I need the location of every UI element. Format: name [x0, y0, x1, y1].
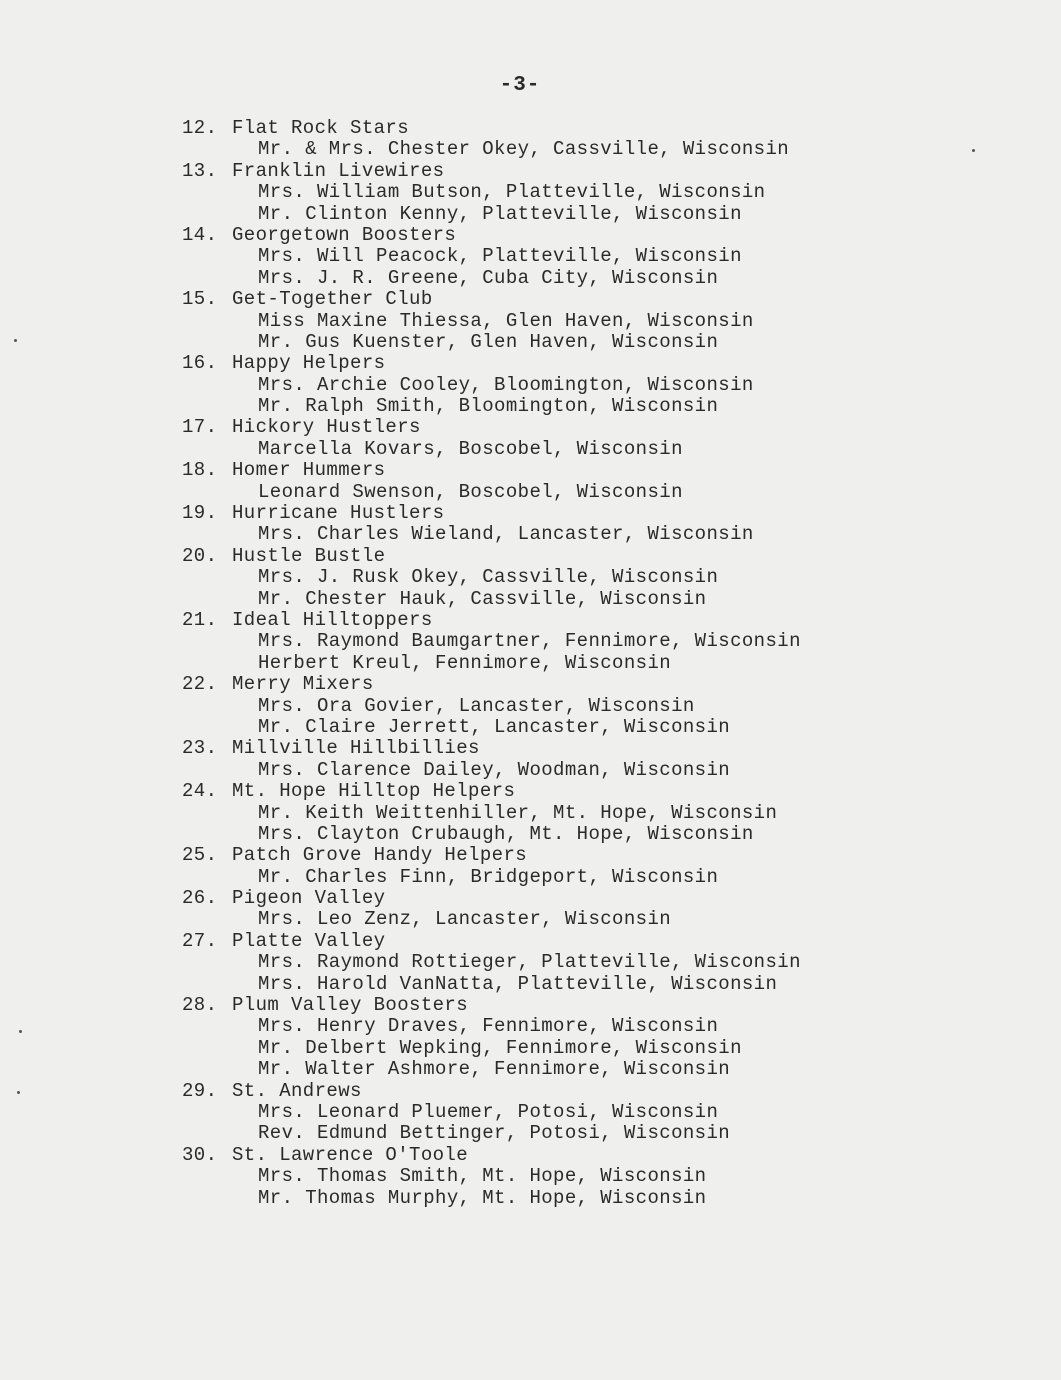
club-number: 29. [182, 1079, 218, 1102]
club-member: Mrs. Clayton Crubaugh, Mt. Hope, Wisconsin [258, 822, 754, 845]
club-entry [182, 289, 882, 353]
club-number: 18. [182, 459, 218, 482]
paper-speck [14, 339, 17, 342]
club-name: Georgetown Boosters [232, 223, 457, 246]
club-entry [182, 931, 882, 995]
club-list [182, 118, 882, 1209]
club-heading [182, 417, 882, 438]
club-entry [182, 118, 882, 161]
club-heading [182, 460, 882, 481]
club-name: Franklin Livewires [232, 159, 445, 182]
club-member: Mr. Thomas Murphy, Mt. Hope, Wisconsin [258, 1186, 707, 1209]
club-entry [182, 738, 882, 781]
paper-speck [17, 1091, 20, 1094]
club-heading [182, 546, 882, 567]
club-member: Leonard Swenson, Boscobel, Wisconsin [258, 480, 683, 503]
club-number: 15. [182, 288, 218, 311]
club-number: 17. [182, 416, 218, 439]
club-member: Mr. Ralph Smith, Bloomington, Wisconsin [258, 395, 719, 418]
club-number: 26. [182, 887, 218, 910]
club-entry [182, 845, 882, 888]
club-number: 12. [182, 117, 218, 139]
club-name: Homer Hummers [232, 459, 386, 482]
club-heading [182, 225, 882, 246]
club-number: 21. [182, 608, 218, 631]
club-entry [182, 995, 882, 1081]
club-member: Miss Maxine Thiessa, Glen Haven, Wisconsin [258, 309, 754, 332]
club-entry [182, 1145, 882, 1209]
club-member: Mr. Charles Finn, Bridgeport, Wisconsin [258, 865, 719, 888]
club-name: Pigeon Valley [232, 887, 386, 910]
club-member: Mrs. Thomas Smith, Mt. Hope, Wisconsin [258, 1165, 707, 1188]
paper-speck [972, 149, 975, 152]
club-heading [182, 888, 882, 909]
club-heading [182, 118, 882, 139]
club-name: Millville Hillbillies [232, 737, 480, 760]
club-heading [182, 161, 882, 182]
club-name: Mt. Hope Hilltop Helpers [232, 780, 516, 803]
club-name: Merry Mixers [232, 673, 374, 696]
club-name: Hustle Bustle [232, 544, 386, 567]
club-number: 28. [182, 994, 218, 1017]
club-number: 22. [182, 673, 218, 696]
club-number: 20. [182, 544, 218, 567]
club-member: Mr. Keith Weittenhiller, Mt. Hope, Wisconsin [258, 801, 778, 824]
club-member: Mr. Walter Ashmore, Fennimore, Wisconsin [258, 1058, 731, 1081]
club-entry [182, 460, 882, 503]
club-heading [182, 289, 882, 310]
club-member: Mrs. Harold VanNatta, Platteville, Wisconsin [258, 972, 778, 995]
club-heading [182, 1145, 882, 1166]
club-member: Marcella Kovars, Boscobel, Wisconsin [258, 437, 683, 460]
club-name: Happy Helpers [232, 352, 386, 375]
club-member: Mr. & Mrs. Chester Okey, Cassville, Wisconsin [258, 138, 790, 161]
club-entry [182, 503, 882, 546]
club-member: Rev. Edmund Bettinger, Potosi, Wisconsin [258, 1122, 731, 1145]
club-name: Get-Together Club [232, 288, 433, 311]
club-heading [182, 738, 882, 759]
club-name: Hurricane Hustlers [232, 502, 445, 525]
club-name: Hickory Hustlers [232, 416, 421, 439]
club-heading [182, 353, 882, 374]
club-entry [182, 161, 882, 225]
club-member: Mr. Gus Kuenster, Glen Haven, Wisconsin [258, 330, 719, 353]
club-name: St. Andrews [232, 1079, 362, 1102]
club-member: Mrs. Archie Cooley, Bloomington, Wisconsin [258, 373, 754, 396]
club-heading [182, 503, 882, 524]
club-name: Ideal Hilltoppers [232, 608, 433, 631]
club-member: Mrs. Will Peacock, Platteville, Wisconsin [258, 245, 742, 268]
club-heading [182, 610, 882, 631]
club-number: 25. [182, 844, 218, 867]
club-member: Mr. Delbert Wepking, Fennimore, Wisconsin [258, 1036, 742, 1059]
club-member: Mrs. William Butson, Platteville, Wisconsin [258, 181, 766, 204]
club-member: Mrs. J. R. Greene, Cuba City, Wisconsin [258, 266, 719, 289]
club-number: 13. [182, 159, 218, 182]
club-name: Patch Grove Handy Helpers [232, 844, 528, 867]
club-member: Mr. Clinton Kenny, Platteville, Wisconsin [258, 202, 742, 225]
club-number: 16. [182, 352, 218, 375]
club-member: Mr. Claire Jerrett, Lancaster, Wisconsin [258, 715, 731, 738]
club-heading [182, 995, 882, 1016]
club-entry [182, 225, 882, 289]
club-name: Plum Valley Boosters [232, 994, 469, 1017]
club-member: Mrs. J. Rusk Okey, Cassville, Wisconsin [258, 566, 719, 589]
club-member: Mrs. Leo Zenz, Lancaster, Wisconsin [258, 908, 672, 931]
club-member: Mrs. Henry Draves, Fennimore, Wisconsin [258, 1015, 719, 1038]
club-member: Mrs. Leonard Pluemer, Potosi, Wisconsin [258, 1100, 719, 1123]
club-heading [182, 674, 882, 695]
club-entry [182, 610, 882, 674]
club-name: Platte Valley [232, 929, 386, 952]
club-member: Mr. Chester Hauk, Cassville, Wisconsin [258, 587, 707, 610]
club-heading [182, 1081, 882, 1102]
club-member: Mrs. Ora Govier, Lancaster, Wisconsin [258, 694, 695, 717]
paper-speck [19, 1030, 22, 1033]
club-number: 30. [182, 1143, 218, 1166]
club-entry [182, 674, 882, 738]
club-number: 27. [182, 929, 218, 952]
club-entry [182, 888, 882, 931]
club-heading [182, 931, 882, 952]
club-entry [182, 546, 882, 610]
club-entry [182, 417, 882, 460]
club-number: 14. [182, 223, 218, 246]
club-member: Mrs. Clarence Dailey, Woodman, Wisconsin [258, 758, 731, 781]
club-number: 19. [182, 502, 218, 525]
club-entry [182, 1081, 882, 1145]
club-number: 24. [182, 780, 218, 803]
club-entry [182, 781, 882, 845]
club-entry [182, 353, 882, 417]
club-name: St. Lawrence O'Toole [232, 1143, 469, 1166]
club-member: Mrs. Charles Wieland, Lancaster, Wisconsin [258, 523, 754, 546]
club-heading [182, 781, 882, 802]
club-member: Herbert Kreul, Fennimore, Wisconsin [258, 651, 672, 674]
club-member: Mrs. Raymond Baumgartner, Fennimore, Wisconsin [258, 630, 801, 653]
club-heading [182, 845, 882, 866]
club-number: 23. [182, 737, 218, 760]
club-member: Mrs. Raymond Rottieger, Platteville, Wisconsin [258, 951, 801, 974]
page-number: -3- [499, 74, 541, 97]
club-name: Flat Rock Stars [232, 117, 410, 139]
